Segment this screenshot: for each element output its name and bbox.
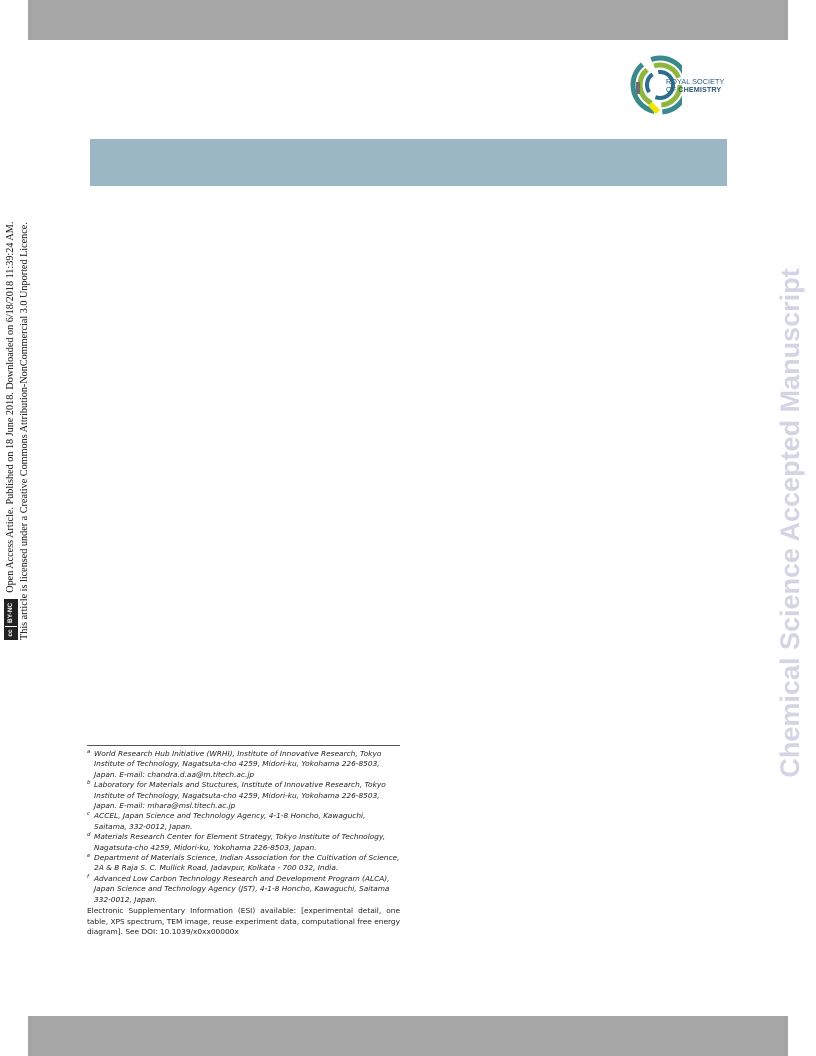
footnote-text: Materials Research Center for Element Strategy, Tokyo Institute of Technology, Nagatsuta-cho 4259, Midori-ku, Yokohama 226-8503, Japan. [94, 832, 386, 852]
footnote-mark: b [87, 780, 91, 787]
footnote-d [87, 832, 400, 853]
publication-note: Open Access Article. Published on 18 June 2018. Downloaded on 6/18/2018 11:39:24 AM. [5, 221, 16, 593]
footnote-divider [87, 745, 400, 746]
open-access-sidebar [4, 120, 42, 640]
footnote-text: Department of Materials Science, Indian Association for the Cultivation of Science, 2A & B Raja S. C. Mullick Road, Jadavpur, Kolkata - 700 032, India. [94, 853, 400, 873]
footnote-c [87, 811, 400, 832]
affiliation-footnotes [87, 745, 400, 937]
logo-line-1: ROYAL SOCIETY [666, 77, 725, 86]
license-note[interactable]: This article is licensed under a Creative Commons Attribution-NonCommercial 3.0 Unported Licence. [19, 222, 30, 640]
footnote-f [87, 874, 400, 905]
cc-license-badge[interactable] [4, 599, 18, 640]
cc-icon: cc [5, 627, 17, 639]
title-banner [90, 139, 727, 186]
footnote-mark: f [87, 873, 89, 880]
rsc-logo [630, 52, 740, 118]
esi-note: Electronic Supplementary Information (ESI) available: [experimental detail, one table, XPS spectrum, TEM image, reuse experiment data, computational free energy diagram]. See DOI: 10.1039/x0xx00000x [87, 906, 400, 936]
footnote-e [87, 853, 400, 874]
logo-line-2 [666, 86, 724, 94]
logo-line-2-prefix: OF [666, 85, 677, 94]
footnote-mark: a [87, 749, 91, 755]
header-bar [28, 0, 788, 40]
footnote-text: ACCEL, Japan Science and Technology Agency, 4-1-8 Honcho, Kawaguchi, Saitama, 332-0012, Japan. [94, 811, 366, 831]
footnote-mark: d [87, 832, 91, 839]
footnote-mark: e [87, 853, 91, 860]
open-access-line [4, 120, 18, 640]
footnote-mark: c [87, 811, 91, 818]
footnote-b [87, 780, 400, 811]
footnote-text: World Research Hub Initiative (WRHI), Institute of Innovative Research, Tokyo Institute of Technology, Nagatsuta-cho 4259, Midori-ku, Yokohama 226-8503, Japan. E-mail: chandra.d.aa@m.titech.ac.jp [94, 749, 382, 779]
footnote-a [87, 749, 400, 780]
cc-terms-label: BY-NC [5, 600, 17, 626]
footer-bar [28, 1016, 788, 1056]
logo-line-2-bold: CHEMISTRY [678, 85, 722, 94]
footnote-text: Advanced Low Carbon Technology Research and Development Program (ALCA), Japan Science and Technology Agency (JST), 4-1-8 Honcho, Kawaguchi, Saitama 332-0012, Japan. [94, 873, 390, 904]
rsc-logo-text [666, 78, 724, 94]
accepted-manuscript-watermark: Chemical Science Accepted Manuscript [775, 268, 805, 778]
footnote-text: Laboratory for Materials and Stuctures, Institute of Innovative Research, Tokyo Institute of Technology, Nagatsuta-cho 4259, Midori-ku, Yokohama 226-8503, Japan. E-mail: mhara@msl.titech.ac.jp [94, 780, 386, 811]
